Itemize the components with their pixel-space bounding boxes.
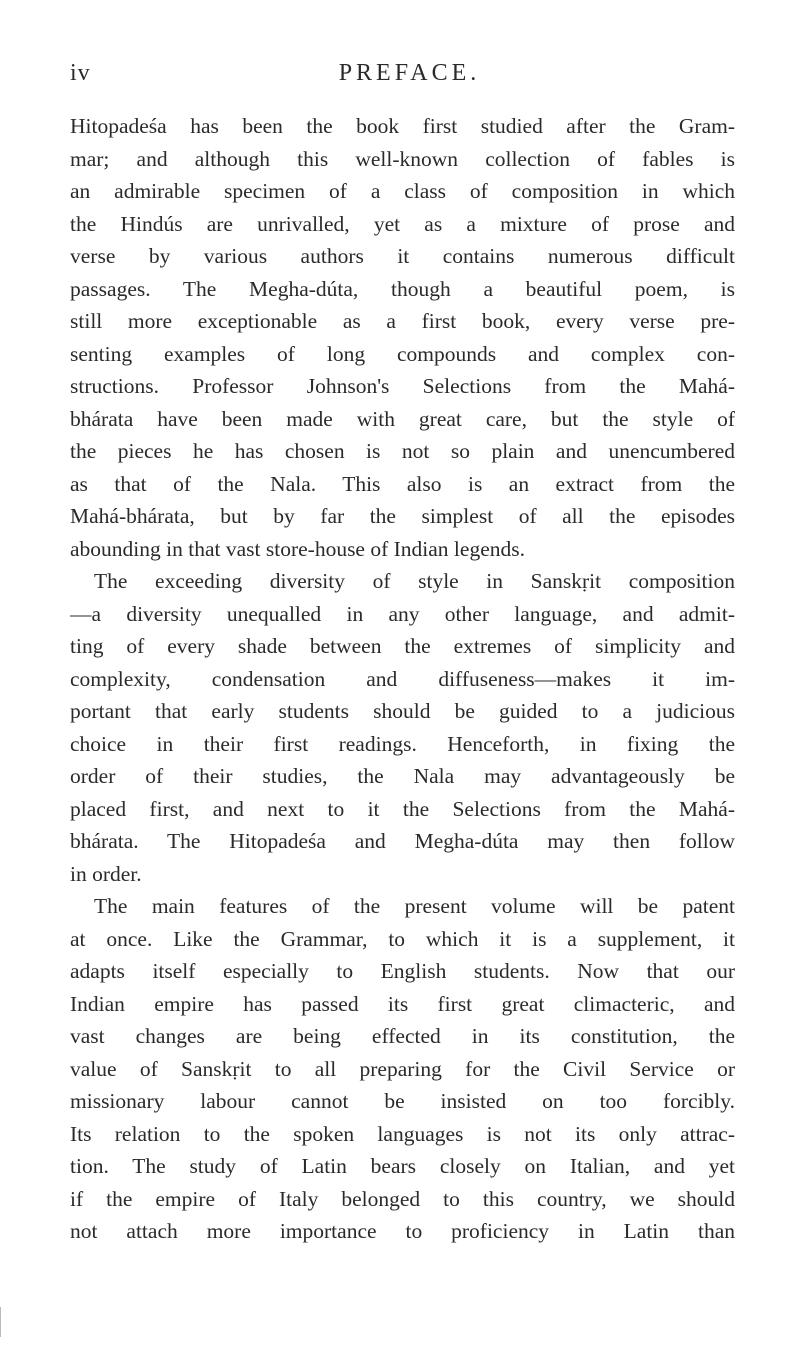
text-line: The main features of the present volume will be patent [94,894,735,918]
text-line: placed first, and next to it the Selections from the Mahá- [70,796,735,821]
text-line: the Hindús are unrivalled, yet as a mixture of prose and [70,211,735,236]
text-line: the pieces he has chosen is not so plain and unencumbered [70,439,735,463]
text-line: an admirable specimen of a class of composition in which [70,179,735,203]
text-line: complexity, condensation and diffuseness—makes it im- [70,666,735,691]
paragraph [70,565,735,890]
text-line: structions. Professor Johnson's Selections from the Mahá- [70,374,735,398]
text-line: —a diversity unequalled in any other language, and admit- [70,601,735,626]
text-line: in order. [70,861,142,886]
text-line: passages. The Megha-dúta, though a beautiful poem, is [70,276,735,301]
text-line: at once. Like the Grammar, to which it is a supplement, it [70,926,735,951]
text-line: ting of every shade between the extremes of simplicity and [70,634,735,658]
text-line: vast changes are being effected in its constitution, the [70,1024,735,1048]
running-head [70,55,735,91]
text-line: value of Sanskṛit to all preparing for the Civil Service or [70,1056,735,1081]
text-line: abounding in that vast store-house of Indian legends. [70,536,525,561]
text-line: The exceeding diversity of style in Sanskṛit composition [94,569,735,593]
text-line: bhárata have been made with great care, but the style of [70,406,735,431]
text-line: order of their studies, the Nala may advantageously be [70,764,735,788]
running-title: PREFACE. [338,60,481,86]
body-text [70,110,735,1248]
text-line: verse by various authors it contains numerous difficult [70,244,735,268]
text-line: as that of the Nala. This also is an extract from the [70,471,735,496]
text-line: senting examples of long compounds and complex con- [70,341,735,366]
text-line: Indian empire has passed its first great climacteric, and [70,991,735,1016]
text-line: choice in their first readings. Henceforth, in fixing the [70,731,735,756]
text-line: still more exceptionable as a first book, every verse pre- [70,309,735,333]
text-line: portant that early students should be guided to a judicious [70,699,735,723]
text-line: not attach more importance to proficiency in Latin than [70,1219,735,1243]
page-edge-mark [0,1307,7,1337]
paragraph [70,110,735,565]
text-line: Its relation to the spoken languages is not its only attrac- [70,1121,735,1146]
text-line: missionary labour cannot be insisted on too forcibly. [70,1089,735,1113]
text-line: Hitopadeśa has been the book first studied after the Gram- [70,114,735,138]
text-line: bhárata. The Hitopadeśa and Megha-dúta may then follow [70,829,735,853]
text-line: adapts itself especially to English students. Now that our [70,959,735,983]
text-line: mar; and although this well-known collection of fables is [70,146,735,171]
text-line: tion. The study of Latin bears closely on Italian, and yet [70,1154,735,1178]
text-line: Mahá-bhárata, but by far the simplest of all the episodes [70,504,735,528]
page-number: iv [70,60,91,86]
paragraph [70,890,735,1248]
text-line: if the empire of Italy belonged to this country, we should [70,1186,735,1211]
